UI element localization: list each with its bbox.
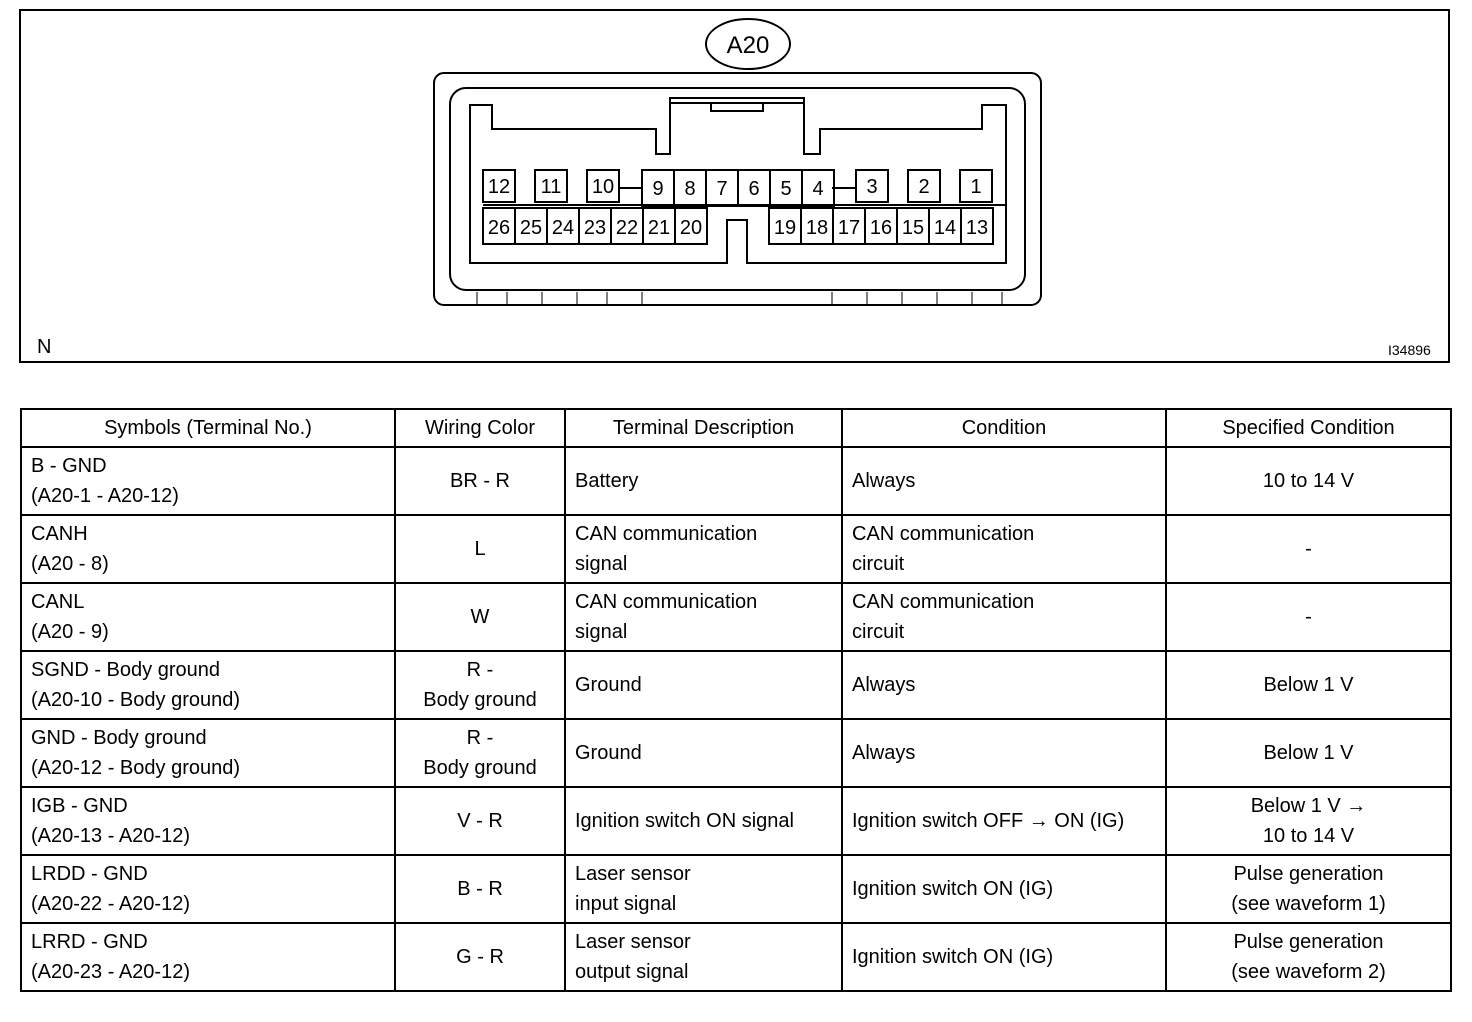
- cell-text-line: Battery: [575, 470, 639, 492]
- pin-11: [535, 170, 567, 202]
- cell-text-line: (A20-23 - A20-12): [31, 961, 190, 983]
- pin-label: 12: [487, 176, 511, 198]
- cell-text-line: Pulse generation: [1233, 931, 1384, 953]
- cell-terminal-description: [565, 515, 842, 583]
- cell-terminal-description: [565, 923, 842, 991]
- cell-text-line: BR - R: [450, 470, 510, 492]
- cell-wiring-color: [395, 855, 565, 923]
- cell-condition: [842, 923, 1166, 991]
- cell-text-line: 10 to 14 V: [1262, 470, 1355, 492]
- cell-wiring-color: [395, 719, 565, 787]
- pin-label: 26: [487, 217, 511, 239]
- cell-specified-condition: [1166, 447, 1451, 515]
- pin-8: [674, 170, 706, 206]
- pin-label: 22: [615, 217, 639, 239]
- cell-text-line: signal: [575, 553, 628, 575]
- header-wiring-color: Wiring Color: [395, 409, 565, 447]
- cell-symbol: [21, 583, 395, 651]
- cell-condition: [842, 719, 1166, 787]
- pin-label: 24: [551, 217, 575, 239]
- bottom-left-pins: [483, 208, 707, 244]
- cell-specified-condition: [1166, 855, 1451, 923]
- cell-text-line: W: [470, 606, 490, 628]
- pin-label: 25: [519, 217, 543, 239]
- cell-text-line: -: [1305, 538, 1312, 560]
- table-row: [21, 447, 1451, 515]
- cell-text-line: Pulse generation: [1233, 863, 1384, 885]
- pin-22: [611, 208, 643, 244]
- cell-text-line: Body ground: [423, 689, 537, 711]
- cell-text-line: circuit: [852, 621, 905, 643]
- figure-id: I34896: [1388, 342, 1431, 358]
- cell-text-line: -: [1305, 606, 1312, 628]
- diagram-note: N: [37, 336, 52, 358]
- cell-text-line: Ignition switch ON signal: [575, 810, 794, 832]
- header-specified-condition: Specified Condition: [1166, 409, 1451, 447]
- table-header-row: [21, 409, 1451, 447]
- cell-text-line: CAN communication: [575, 591, 758, 613]
- table-row: [21, 923, 1451, 991]
- pin-label: 10: [591, 176, 615, 198]
- pin-label: 6: [748, 178, 760, 200]
- pin-label: 19: [773, 217, 797, 239]
- pin-label: 4: [812, 178, 824, 200]
- pin-label: 17: [837, 217, 861, 239]
- pin-21: [643, 208, 675, 244]
- cell-text-line: R -: [466, 659, 494, 681]
- pin-18: [801, 208, 833, 244]
- cell-text-line: CANH: [31, 523, 88, 545]
- connector-diagram-frame: [19, 9, 1450, 363]
- cell-text-line: (A20 - 8): [31, 553, 109, 575]
- table-row: [21, 651, 1451, 719]
- pin-label: 23: [583, 217, 607, 239]
- cell-condition: [842, 787, 1166, 855]
- cell-text-line: Below 1 V: [1263, 674, 1354, 696]
- cell-text-line: LRRD - GND: [31, 931, 148, 953]
- top-row-pins: [483, 170, 992, 206]
- pin-label: 8: [684, 178, 696, 200]
- cell-text-line: Laser sensor: [575, 863, 691, 885]
- pin-16: [865, 208, 897, 244]
- cell-text-line: Always: [852, 470, 916, 492]
- cell-text-line: Ignition switch ON (IG): [852, 946, 1054, 968]
- pin-label: 11: [540, 176, 562, 198]
- pin-label: 2: [918, 176, 930, 198]
- cell-text-line: (see waveform 1): [1231, 893, 1386, 915]
- connector-diagram: [21, 11, 1448, 361]
- pin-label: 18: [805, 217, 829, 239]
- cell-specified-condition: [1166, 651, 1451, 719]
- cell-specified-condition: [1166, 923, 1451, 991]
- pin-13: [961, 208, 993, 244]
- pin-label: 3: [866, 176, 878, 198]
- pin-label: 7: [716, 178, 728, 200]
- table-row: [21, 855, 1451, 923]
- pin-14: [929, 208, 961, 244]
- cell-text-line: (A20-22 - A20-12): [31, 893, 190, 915]
- cell-terminal-description: [565, 719, 842, 787]
- cell-condition: [842, 447, 1166, 515]
- cell-terminal-description: [565, 447, 842, 515]
- pin-label: 20: [679, 217, 703, 239]
- pin-10: [587, 170, 619, 202]
- pin-3: [856, 170, 888, 202]
- cell-terminal-description: [565, 651, 842, 719]
- bottom-right-pins: [769, 208, 993, 244]
- cell-condition: [842, 855, 1166, 923]
- table-row: [21, 515, 1451, 583]
- cell-text-line: (A20-1 - A20-12): [31, 485, 179, 507]
- pin-15: [897, 208, 929, 244]
- pin-7: [706, 170, 738, 206]
- pin-9: [642, 170, 674, 206]
- pin-19: [769, 208, 801, 244]
- cell-symbol: [21, 651, 395, 719]
- cell-text-line: CANL: [31, 591, 85, 613]
- pin-label: 5: [780, 178, 792, 200]
- cell-specified-condition: [1166, 787, 1451, 855]
- cell-text-line: B - R: [457, 878, 503, 900]
- cell-condition: [842, 583, 1166, 651]
- cell-terminal-description: [565, 787, 842, 855]
- cell-text-line: Ignition switch OFF → ON (IG): [852, 810, 1125, 832]
- pin-12: [483, 170, 515, 202]
- cell-text-line: Ignition switch ON (IG): [852, 878, 1054, 900]
- table-row: [21, 583, 1451, 651]
- cell-text-line: V - R: [457, 810, 503, 832]
- cell-text-line: Body ground: [423, 757, 537, 779]
- pin-1: [960, 170, 992, 202]
- table-row: [21, 787, 1451, 855]
- pin-23: [579, 208, 611, 244]
- cell-text-line: (see waveform 2): [1231, 961, 1386, 983]
- cell-wiring-color: [395, 515, 565, 583]
- cell-specified-condition: [1166, 719, 1451, 787]
- cell-wiring-color: [395, 787, 565, 855]
- pin-label: 9: [652, 178, 664, 200]
- pin-6: [738, 170, 770, 206]
- pin-5: [770, 170, 802, 206]
- cell-specified-condition: [1166, 583, 1451, 651]
- cell-text-line: LRDD - GND: [31, 863, 148, 885]
- pin-label: 16: [869, 217, 893, 239]
- cell-text-line: GND - Body ground: [31, 727, 207, 749]
- cell-text-line: Below 1 V: [1263, 742, 1354, 764]
- cell-text-line: Ground: [575, 674, 642, 696]
- cell-symbol: [21, 719, 395, 787]
- pin-label: 21: [647, 217, 671, 239]
- pin-20: [675, 208, 707, 244]
- cell-text-line: SGND - Body ground: [31, 659, 220, 681]
- cell-text-line: CAN communication: [852, 591, 1035, 613]
- cell-wiring-color: [395, 651, 565, 719]
- cell-specified-condition: [1166, 515, 1451, 583]
- cell-symbol: [21, 447, 395, 515]
- pin-4: [802, 170, 834, 206]
- pin-2: [908, 170, 940, 202]
- header-symbols: Symbols (Terminal No.): [21, 409, 395, 447]
- cell-text-line: Always: [852, 674, 916, 696]
- cell-text-line: (A20 - 9): [31, 621, 109, 643]
- cell-text-line: G - R: [456, 946, 504, 968]
- cell-terminal-description: [565, 855, 842, 923]
- cell-text-line: circuit: [852, 553, 905, 575]
- cell-text-line: (A20-13 - A20-12): [31, 825, 190, 847]
- cell-text-line: Always: [852, 742, 916, 764]
- cell-condition: [842, 651, 1166, 719]
- cell-wiring-color: [395, 447, 565, 515]
- cell-symbol: [21, 923, 395, 991]
- pin-label: 15: [901, 217, 925, 239]
- cell-symbol: [21, 787, 395, 855]
- cell-terminal-description: [565, 583, 842, 651]
- pin-25: [515, 208, 547, 244]
- header-terminal-description: Terminal Description: [565, 409, 842, 447]
- pin-24: [547, 208, 579, 244]
- pin-17: [833, 208, 865, 244]
- connector-label: A20: [726, 32, 770, 59]
- pin-label: 13: [965, 217, 989, 239]
- cell-text-line: Below 1 V →: [1250, 795, 1367, 817]
- cell-text-line: CAN communication: [575, 523, 758, 545]
- cell-text-line: CAN communication: [852, 523, 1035, 545]
- cell-text-line: signal: [575, 621, 628, 643]
- table-row: [21, 719, 1451, 787]
- cell-text-line: Ground: [575, 742, 642, 764]
- cell-text-line: R -: [466, 727, 494, 749]
- cell-text-line: B - GND: [31, 455, 107, 477]
- cell-text-line: (A20-12 - Body ground): [31, 757, 241, 779]
- header-condition: Condition: [842, 409, 1166, 447]
- cell-text-line: Laser sensor: [575, 931, 691, 953]
- cell-text-line: IGB - GND: [31, 795, 128, 817]
- cell-text-line: 10 to 14 V: [1262, 825, 1355, 847]
- cell-text-line: output signal: [575, 961, 689, 983]
- cell-text-line: L: [474, 538, 486, 560]
- pin-26: [483, 208, 515, 244]
- cell-symbol: [21, 515, 395, 583]
- pin-label: 1: [970, 176, 982, 198]
- cell-text-line: input signal: [575, 893, 677, 915]
- pin-label: 14: [933, 217, 957, 239]
- cell-wiring-color: [395, 923, 565, 991]
- terminal-spec-table: [20, 408, 1452, 992]
- cell-wiring-color: [395, 583, 565, 651]
- cell-symbol: [21, 855, 395, 923]
- cell-text-line: (A20-10 - Body ground): [31, 689, 241, 711]
- cell-condition: [842, 515, 1166, 583]
